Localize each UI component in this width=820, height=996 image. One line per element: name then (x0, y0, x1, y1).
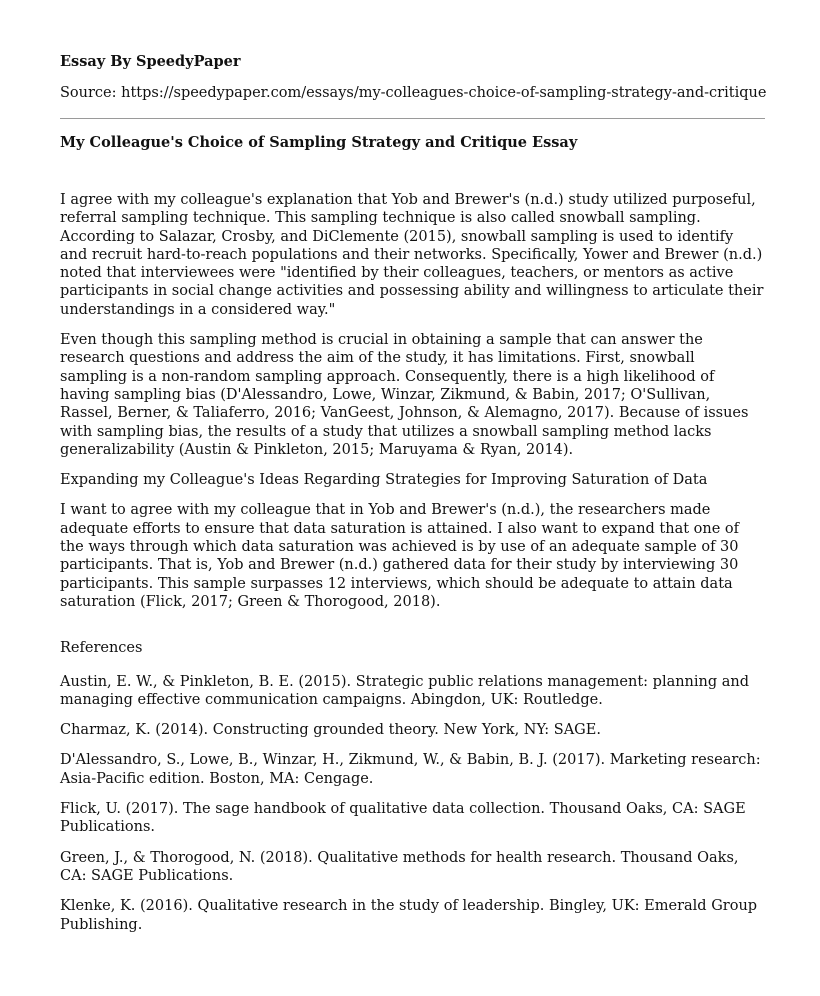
reference-item: Green, J., & Thorogood, N. (2018). Qualitative methods for health research. Thousand Oaks, CA: SAGE Publications. (60, 849, 739, 884)
paragraph-2: Even though this sampling method is crucial in obtaining a sample that can answer the research questions and address the aim of the study, it has limitations. First, snowball sampling is a non-random sampling approach. Consequently, there is a high likelihood of having sampling bias (D'Alessandro, Lowe, Winzar, Zikmund, & Babin, 2017; O'Sullivan, Rassel, Berner, & Taliaferro, 2016; VanGeest, Johnson, & Alemagno, 2017). Because of issues with sampling bias, the results of a study that utilizes a snowball sampling method lacks generalizability (Austin & Pinkleton, 2015; Maruyama & Ryan, 2014). (60, 332, 749, 458)
reference-item: Austin, E. W., & Pinkleton, B. E. (2015). Strategic public relations management: planning and managing effective communication campaigns. Abingdon, UK: Routledge. (60, 673, 750, 708)
reference-item: D'Alessandro, S., Lowe, B., Winzar, H., Zikmund, W., & Babin, B. J. (2017). Marketing research: Asia-Pacific edition. Boston, MA: Cengage. (60, 752, 761, 787)
paragraph-3: I want to agree with my colleague that in Yob and Brewer's (n.d.), the researchers made adequate efforts to ensure that data saturation is attained. I also want to expand that one of the ways through which data saturation was achieved is by use of an adequate sample of 30 participants. That is, Yob and Brewer (n.d.) gathered data for their study by interviewing 30 participants. This sample surpasses 12 interviews, which should be adequate to attain data saturation (Flick, 2017; Green & Thorogood, 2018). (60, 502, 740, 610)
paragraph-1: I agree with my colleague's explanation that Yob and Brewer's (n.d.) study utilized purposeful, referral sampling technique. This sampling technique is also called snowball sampling. According to Salazar, Crosby, and DiClemente (2015), snowball sampling is used to identify and recruit hard-to-reach populations and their networks. Specifically, Yower and Brewer (n.d.) noted that interviewees were "identified by their colleagues, teachers, or mentors as active participants in social change activities and possessing ability and willingness to articulate their understandings in a considered way." (60, 192, 764, 318)
header-divider (60, 118, 765, 119)
document-page (60, 52, 765, 946)
reference-item: Klenke, K. (2016). Qualitative research in the study of leadership. Bingley, UK: Emerald Group Publishing. (60, 898, 758, 933)
reference-item: Charmaz, K. (2014). Constructing grounded theory. New York, NY: SAGE. (60, 722, 601, 739)
essay-by-label: Essay By SpeedyPaper (60, 53, 241, 70)
essay-body (60, 191, 765, 934)
source-line: Source: https://speedypaper.com/essays/my-colleagues-choice-of-sampling-strategy-and-critique (60, 85, 767, 101)
essay-title: My Colleague's Choice of Sampling Strategy and Critique Essay (60, 134, 578, 151)
reference-item: Flick, U. (2017). The sage handbook of qualitative data collection. Thousand Oaks, CA: SAGE Publications. (60, 801, 746, 836)
references-heading: References (60, 640, 143, 657)
section-subheading: Expanding my Colleague's Ideas Regarding Strategies for Improving Saturation of Data (60, 472, 708, 489)
